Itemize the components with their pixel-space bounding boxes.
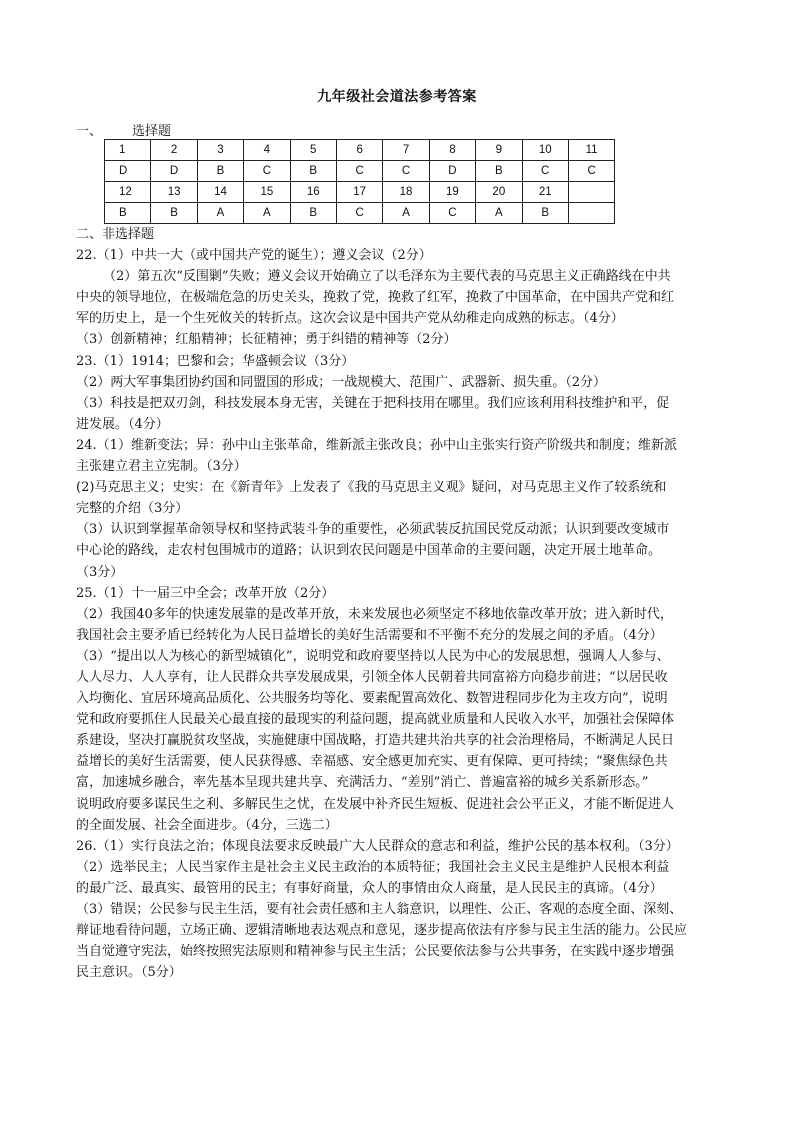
answer-line: （3分） (76, 564, 124, 580)
question-number-cell: 18 (383, 182, 429, 203)
answer-line: 24.（1）维新变法；异：孙中山主张革命，维新派主张改良；孙中山主张实行资产阶级共和制度；维新派 (76, 437, 677, 453)
answer-line: 26.（1）实行良法之治；体现良法要求反映最广大人民群众的意志和利益，维护公民的基本权利。（3分） (76, 838, 679, 854)
answer-cell: D (151, 161, 197, 182)
section-nonchoice-heading: 二、非选择题 (76, 227, 155, 242)
question-number-cell: 15 (244, 182, 290, 203)
question-number-cell: 9 (476, 140, 522, 161)
answer-line: 进发展。（4分） (76, 416, 169, 432)
answer-line: 军的历史上，是一个生死攸关的转折点。这次会议是中国共产党从幼稚走向成熟的标志。（4分） (76, 311, 624, 327)
answer-cell: C (568, 161, 614, 182)
answer-cell: B (151, 203, 197, 224)
answer-line: （2）我国40多年的快速发展靠的是改革开放，未来发展也必须坚定不移地依靠改革开放；进入新时代， (76, 606, 673, 622)
question-number-cell: 4 (244, 140, 290, 161)
answer-cell: B (522, 203, 568, 224)
answer-table-row (105, 182, 615, 203)
question-number-cell: 1 (105, 140, 151, 161)
question-number-cell: 3 (197, 140, 243, 161)
answer-cell: C (522, 161, 568, 182)
answer-cell: C (336, 203, 382, 224)
answer-line: （3）错误；公民参与民主生活，要有社会责任感和主人翁意识，以理性、公正、客观的态度全面、深刻、 (76, 902, 683, 917)
question-number-cell (568, 182, 614, 203)
answer-cell: B (197, 161, 243, 182)
answer-line: （3）创新精神；红船精神；长征精神；勇于纠错的精神等（2分） (76, 332, 457, 348)
answer-line: 当自觉遵守宪法，始终按照宪法原则和精神参与民主生活；公民要依法参与公共事务，在实践中逐步增强 (76, 944, 675, 960)
answer-line: (2)马克思主义；史实：在《新青年》上发表了《我的马克思主义观》疑问，对马克思主义作了较系统和 (76, 480, 667, 496)
answer-line: （3）认识到掌握革命领导权和坚持武装斗争的重要性，必须武装反抗国民党反动派；认识到要改变城市 (76, 522, 670, 538)
question-number-cell: 2 (151, 140, 197, 161)
answer-cell: B (290, 161, 336, 182)
answer-line: 主张建立君主立宪制。（3分） (76, 459, 247, 475)
answer-cell: B (290, 203, 336, 224)
answer-cell: A (383, 203, 429, 224)
answer-line: 的全面发展、社会全面进步。（4分，三选二） (76, 817, 338, 833)
answer-line: （3）科技是把双刃剑，科技发展本身无害，关键在于把科技用在哪里。我们应该利用科技维护和平，促 (76, 395, 670, 411)
answer-line: 22.（1）中共一大（或中国共产党的诞生）；遵义会议（2分） (76, 248, 432, 264)
answer-line: 23.（1）1914；巴黎和会；华盛顿会议（3分） (76, 353, 355, 369)
answer-line: 我国社会主要矛盾已经转化为人民日益增长的美好生活需要和不平衡不充分的发展之间的矛盾。（4分） (76, 627, 663, 643)
answer-cell: C (336, 161, 382, 182)
answer-line: 25.（1）十一届三中全会；改革开放（2分） (76, 585, 335, 601)
answer-cell: A (244, 203, 290, 224)
answer-cell: A (197, 203, 243, 224)
page-title: 九年级社会道法参考答案 (317, 89, 477, 105)
answer-line: 辩证地看待问题，立场正确、逻辑清晰地表达观点和意见，逐步提高依法有序参与民主生活的能力。公民应 (76, 923, 688, 939)
question-number-cell: 21 (522, 182, 568, 203)
question-number-cell: 5 (290, 140, 336, 161)
answer-line: 党和政府要抓住人民最关心最直接的最现实的利益问题，提高就业质量和人民收入水平，加强社会保障体 (76, 712, 675, 728)
answer-line: （2）选举民主；人民当家作主是社会主义民主政治的本质特征；我国社会主义民主是维护人民根本利益 (76, 859, 670, 875)
question-number-cell: 13 (151, 182, 197, 203)
answer-line: 人人尽力、人人享有，让人民群众共享发展成果，引领全体人民朝着共同富裕方向稳步前进；“以居民收 (76, 669, 668, 685)
answer-cell: C (244, 161, 290, 182)
answer-table-row (105, 140, 615, 161)
section-label: 选择题 (132, 124, 172, 139)
question-number-cell: 17 (336, 182, 382, 203)
answer-table-row (105, 203, 615, 224)
question-number-cell: 11 (568, 140, 614, 161)
section-number: 一、 (76, 124, 103, 139)
answer-cell: A (476, 203, 522, 224)
answer-line: 中心论的路线，走农村包围城市的道路；认识到农民问题是中国革命的主要问题，决定开展土地革命。 (76, 543, 662, 559)
answer-line: 说明政府要多谋民生之利、多解民生之忧，在发展中补齐民生短板、促进社会公平正义，才能不断促进人 (76, 796, 675, 812)
answer-cell: C (383, 161, 429, 182)
answer-line: 民主意识。（5分） (76, 965, 182, 981)
question-number-cell: 14 (197, 182, 243, 203)
answer-line: （3）“提出以人为核心的新型城镇化”，说明党和政府要坚持以人民为中心的发展思想，强调人人参与、 (76, 648, 670, 664)
answer-cell: D (105, 161, 151, 182)
answer-table (104, 139, 615, 224)
answer-line: 入均衡化、宜居环境高品质化、公共服务均等化、要素配置高效化、数智进程同步化为主攻方向”，说明 (76, 691, 668, 707)
answer-line: （2）两大军事集团协约国和同盟国的形成；一战规模大、范围广、武器新、损失重。（2分） (76, 374, 607, 390)
answer-line: （2）第五次“反围剿”失败；遵义会议开始确立了以毛泽东为主要代表的马克思主义正确路线在中共 (103, 269, 671, 285)
answer-line: 系建设，坚决打赢脱贫攻坚战，实施健康中国战略，打造共建共治共享的社会治理格局，不断满足人民日 (76, 733, 675, 749)
answer-line: 完整的介绍（3分） (76, 501, 189, 517)
answer-cell: C (429, 203, 475, 224)
section-choice-heading (76, 120, 171, 139)
answer-line: 富，加速城乡融合，率先基本呈现共建共享、充满活力、“差别”消亡、普遍富裕的城乡关系新形态。” (76, 775, 649, 791)
question-number-cell: 16 (290, 182, 336, 203)
question-number-cell: 12 (105, 182, 151, 203)
question-number-cell: 19 (429, 182, 475, 203)
answer-cell (568, 203, 614, 224)
question-number-cell: 6 (336, 140, 382, 161)
answer-body (76, 224, 726, 983)
answer-table-row (105, 161, 615, 182)
question-number-cell: 8 (429, 140, 475, 161)
answer-cell: D (429, 161, 475, 182)
question-number-cell: 10 (522, 140, 568, 161)
answer-cell: B (476, 161, 522, 182)
answer-line: 益增长的美好生活需要，使人民获得感、幸福感、安全感更加充实、更有保障、更可持续；“聚焦绿色共 (76, 754, 668, 770)
answer-line: 的最广泛、最真实、最管用的民主；有事好商量，众人的事情由众人商量，是人民民主的真谛。（4分） (76, 880, 663, 896)
answer-line: 中央的领导地位，在极端危急的历史关头，挽救了党，挽救了红军，挽救了中国革命，在中国共产党和红 (76, 290, 675, 306)
answer-cell: B (105, 203, 151, 224)
question-number-cell: 7 (383, 140, 429, 161)
question-number-cell: 20 (476, 182, 522, 203)
